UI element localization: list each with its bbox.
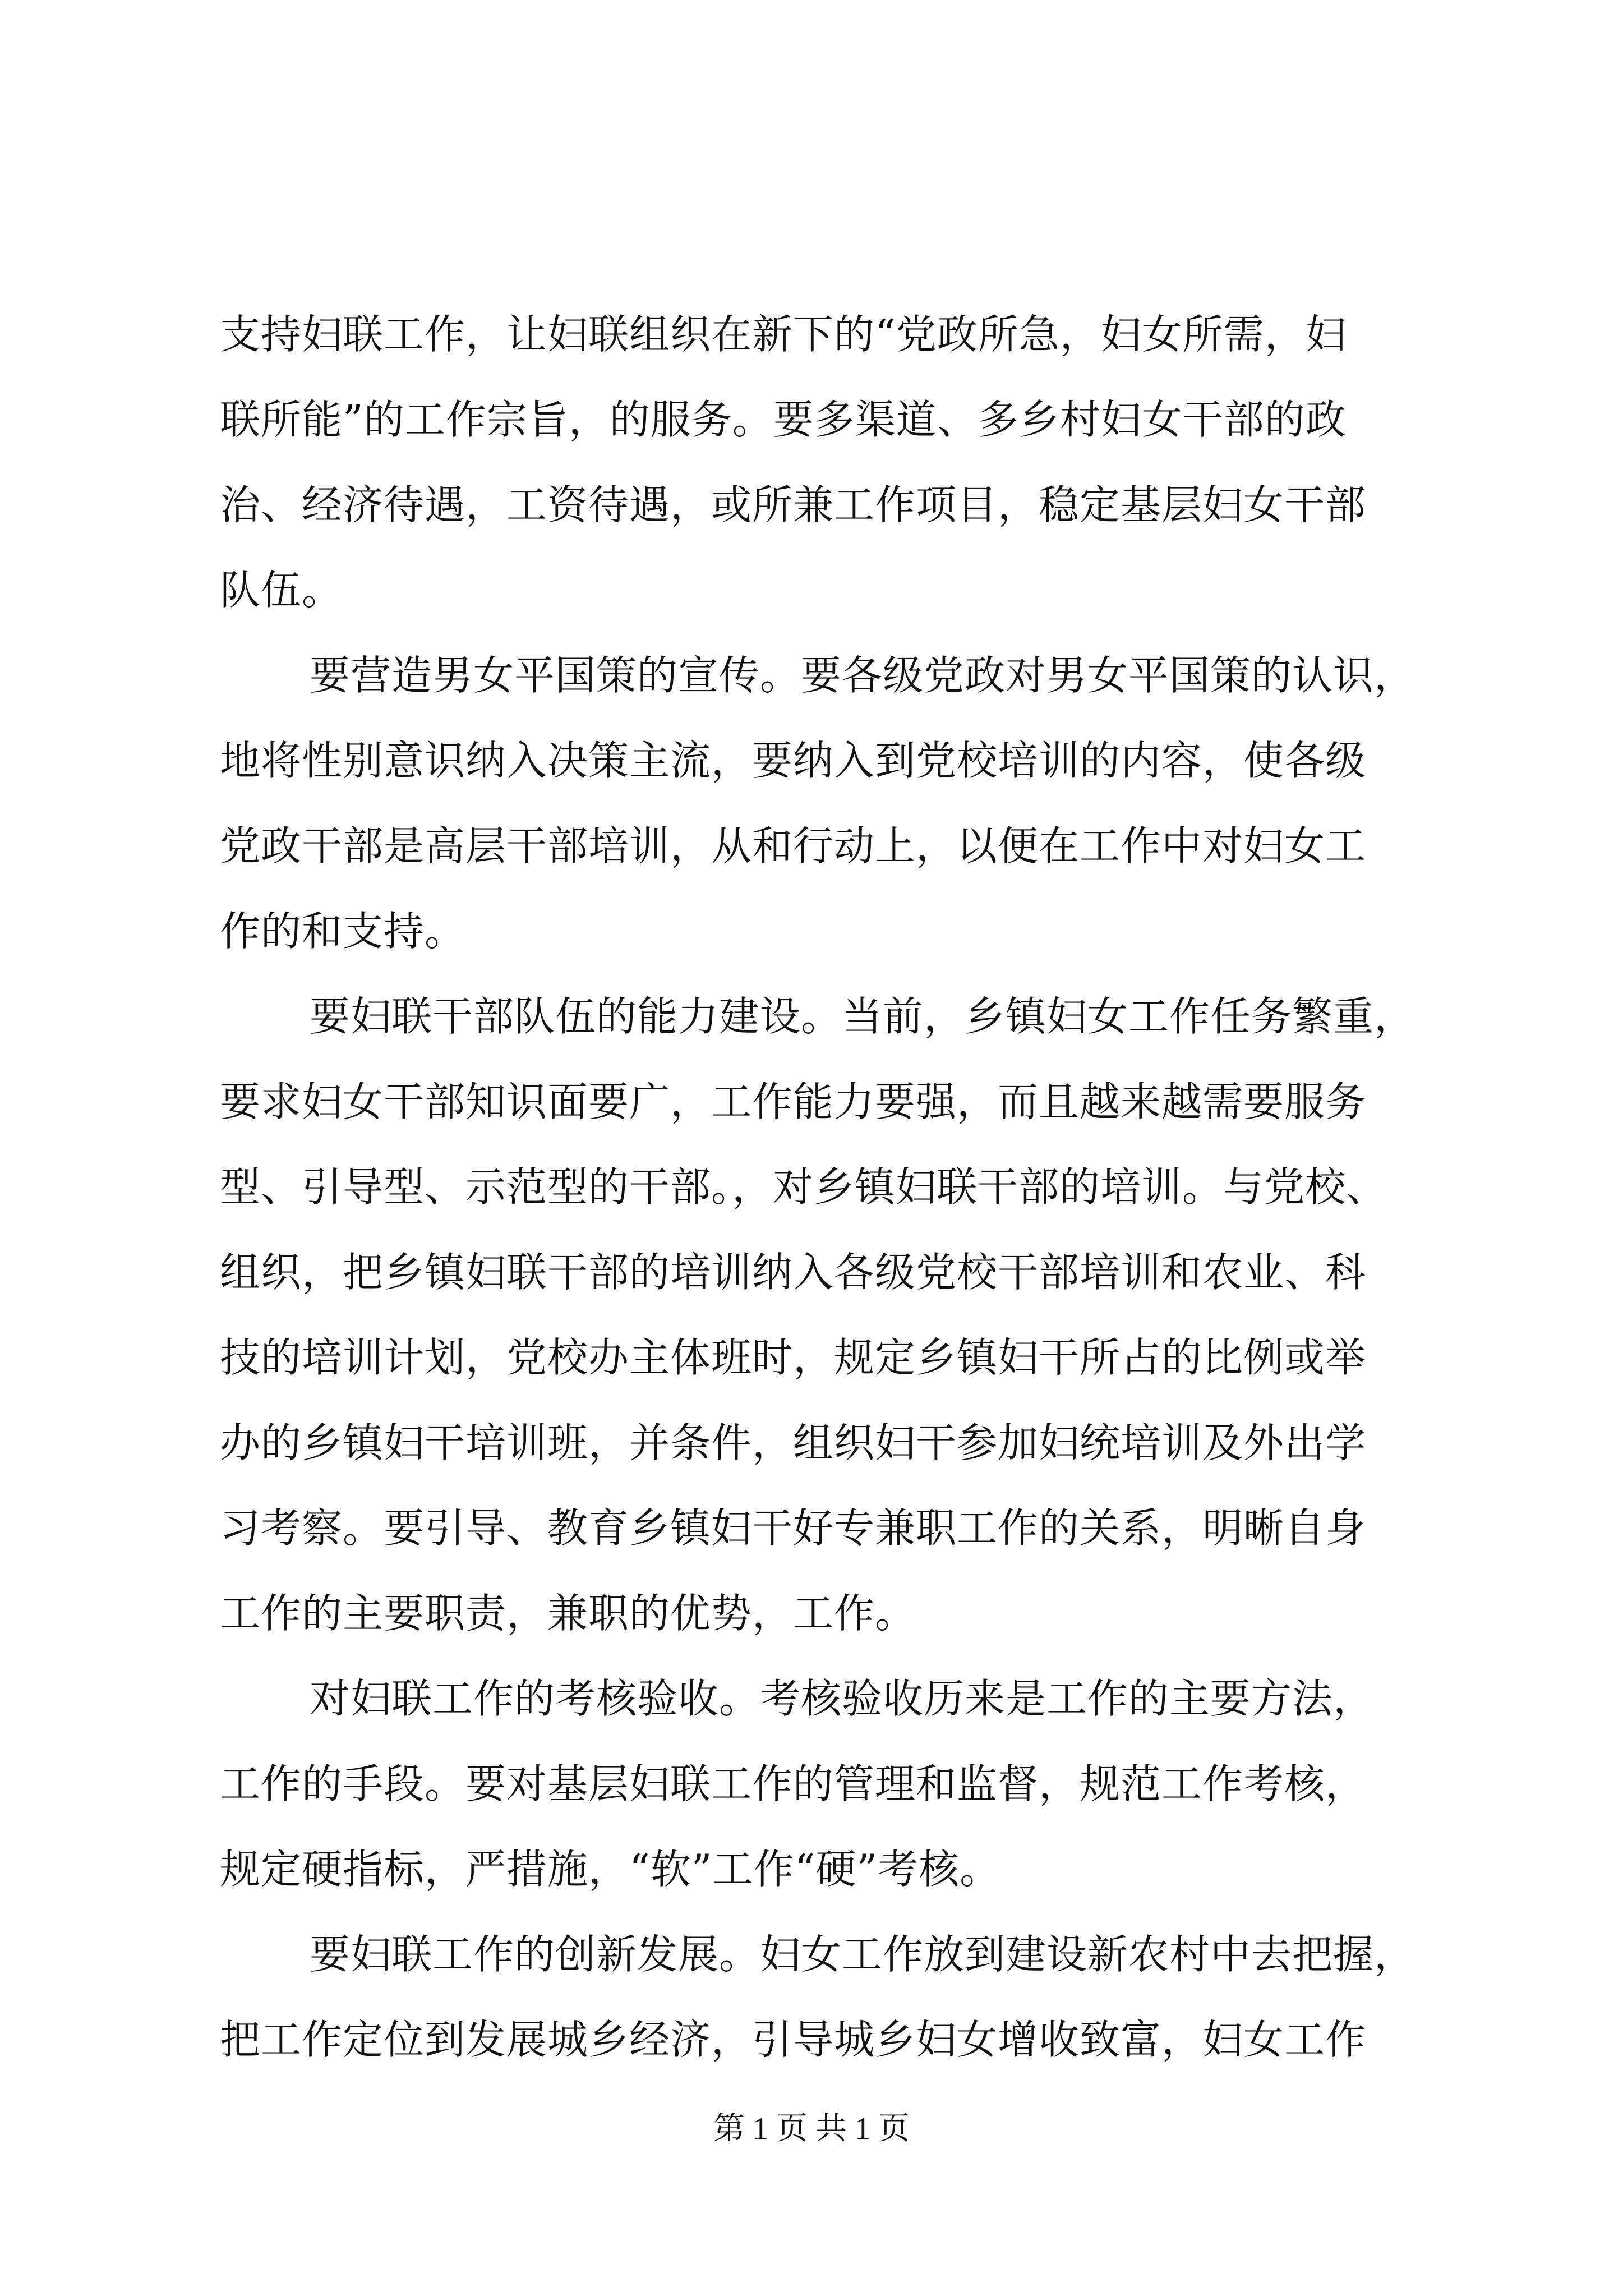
text-line: 地将性别意识纳入决策主流，要纳入到党校培训的内容，使各级 [220,737,1367,784]
text-line: 组织，把乡镇妇联干部的培训纳入各级党校干部培训和农业、科 [220,1249,1367,1296]
text-line: 把工作定位到发展城乡经济，引导城乡妇女增收致富，妇女工作 [220,2016,1367,2063]
paragraph-first-line: 要妇联工作的创新发展。妇女工作放到建设新农村中去把握， [310,1931,1415,1978]
text-line: 要求妇女干部知识面要广，工作能力要强，而且越来越需要服务 [220,1078,1367,1125]
text-line: 治、经济待遇，工资待遇，或所兼工作项目，稳定基层妇女干部 [220,481,1367,528]
text-line: 支持妇联工作，让妇联组织在新下的“党政所急，妇女所需，妇 [220,311,1347,358]
paragraph-first-line: 要营造男女平国策的宣传。要各级党政对男女平国策的认识， [310,652,1415,699]
text-line: 规定硬指标，严措施，“软”工作“硬”考核。 [220,1846,1001,1893]
page-number-label: 第 1 页 共 1 页 [713,2111,910,2146]
text-line: 队伍。 [220,567,343,614]
text-line: 习考察。要引导、教育乡镇妇干好专兼职工作的关系，明晰自身 [220,1504,1367,1552]
paragraph-first-line: 对妇联工作的考核验收。考核验收历来是工作的主要方法， [310,1675,1375,1722]
text-line: 技的培训计划，党校办主体班时，规定乡镇妇干所占的比例或举 [220,1334,1367,1381]
text-line: 工作的手段。要对基层妇联工作的管理和监督，规范工作考核， [220,1760,1367,1807]
text-line: 联所能”的工作宗旨，的服务。要多渠道、多乡村妇女干部的政 [220,396,1347,443]
page-footer [0,2109,1623,2148]
text-line: 党政干部是高层干部培训，从和行动上，以便在工作中对妇女工 [220,822,1367,869]
document-body [220,292,1426,2082]
text-line: 办的乡镇妇干培训班，并条件，组织妇干参加妇统培训及外出学 [220,1419,1367,1466]
paragraph-first-line: 要妇联干部队伍的能力建设。当前，乡镇妇女工作任务繁重， [310,993,1415,1040]
text-line: 工作的主要职责，兼职的优势，工作。 [220,1590,916,1637]
text-line: 作的和支持。 [220,908,466,955]
text-line: 型、引导型、示范型的干部。，对乡镇妇联干部的培训。与党校、 [220,1163,1387,1211]
